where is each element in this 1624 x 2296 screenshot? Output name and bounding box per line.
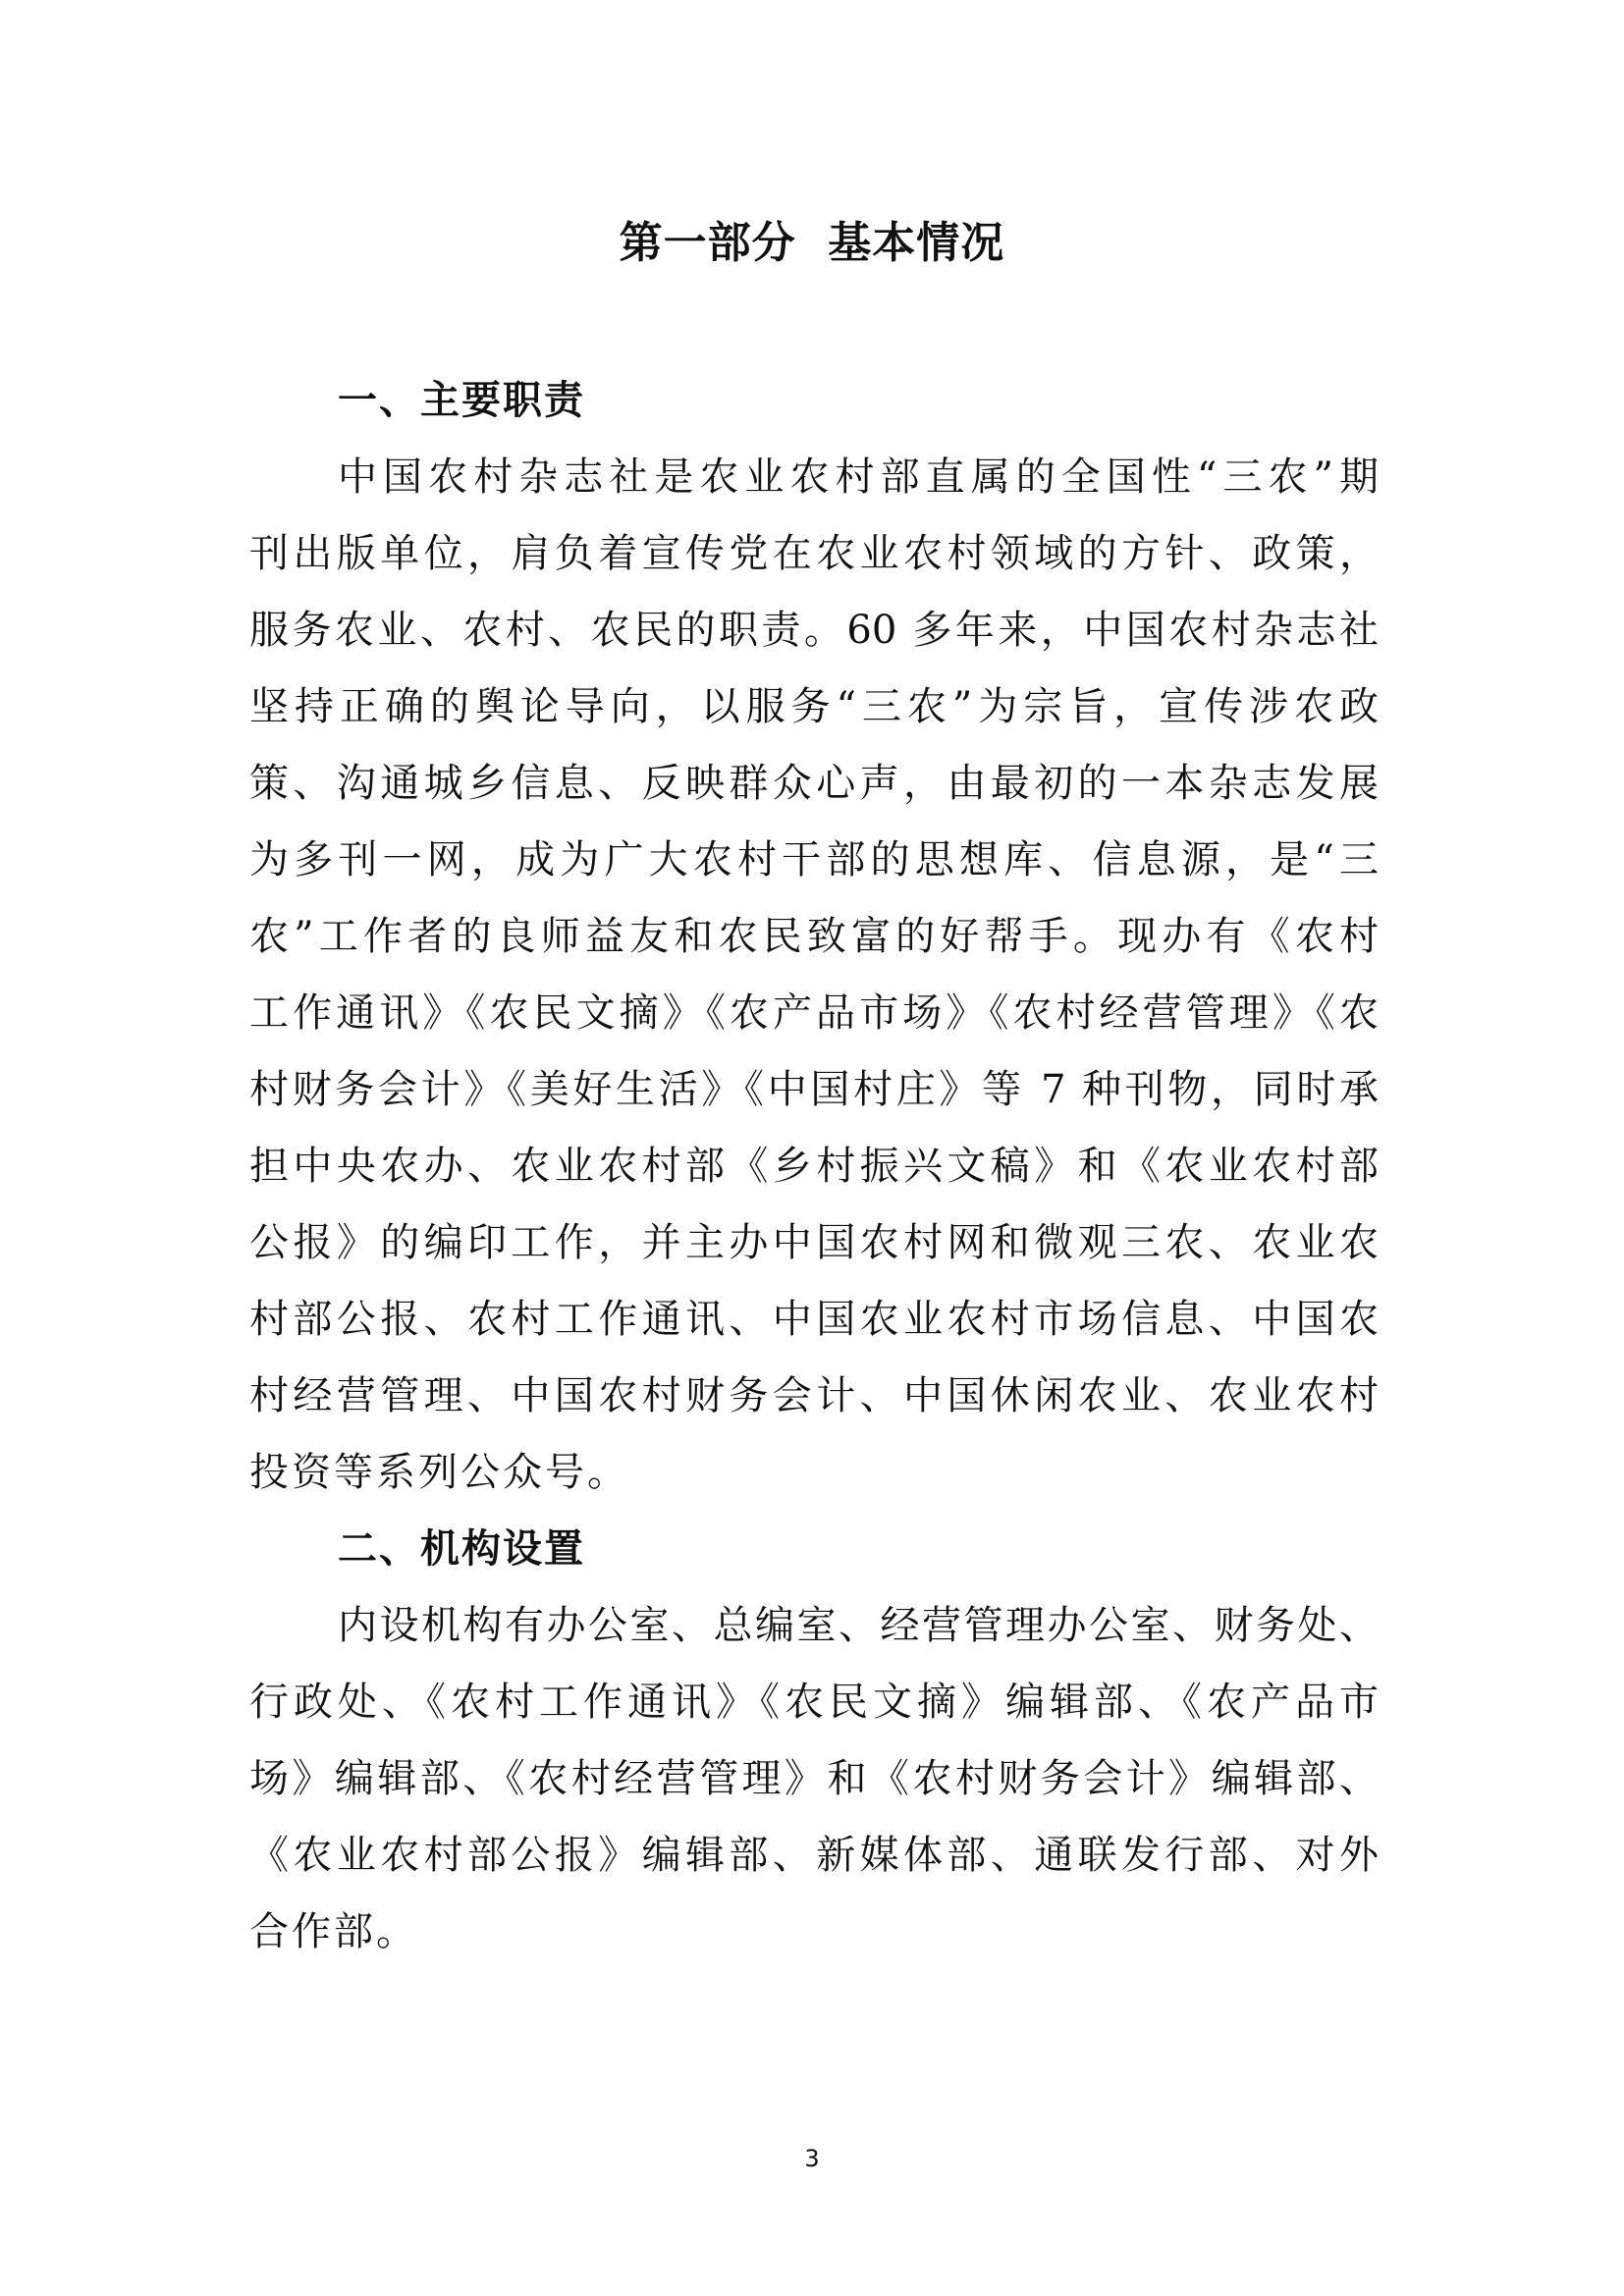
page-number: 3 — [804, 2145, 820, 2172]
paragraph-line: 服务农业、农村、农民的职责。60 多年来，中国农村杂志社 — [249, 608, 1379, 653]
paragraph-line: 中国农村杂志社是农业农村部直属的全国性“三农”期 — [338, 454, 1379, 500]
paragraph-line: 为多刊一网，成为广大农村干部的思想库、信息源，是“三 — [249, 837, 1379, 882]
paragraph-line: 工作通讯》《农民文摘》《农产品市场》《农村经营管理》《农 — [249, 990, 1379, 1036]
section-heading-organization: 二、机构设置 — [338, 1526, 585, 1572]
paragraph-line: 《农业农村部公报》编辑部、新媒体部、通联发行部、对外 — [249, 1833, 1379, 1878]
paragraph-line: 合作部。 — [249, 1909, 418, 1954]
paragraph-line: 村经营管理、中国农村财务会计、中国休闲农业、农业农村 — [249, 1373, 1379, 1418]
paragraph-line: 策、沟通城乡信息、反映群众心声，由最初的一本杂志发展 — [249, 761, 1379, 806]
page-title: 第一部分 基本情况 — [619, 218, 1005, 268]
paragraph-line: 刊出版单位，肩负着宣传党在农业农村领域的方针、政策， — [249, 531, 1379, 576]
paragraph-line: 坚持正确的舆论导向，以服务“三农”为宗旨，宣传涉农政 — [249, 684, 1379, 729]
paragraph-line: 公报》的编印工作，并主办中国农村网和微观三农、农业农 — [249, 1220, 1379, 1265]
paragraph-line: 场》编辑部、《农村经营管理》和《农村财务会计》编辑部、 — [249, 1756, 1379, 1801]
paragraph-line: 担中央农办、农业农村部《乡村振兴文稿》和《农业农村部 — [249, 1144, 1379, 1189]
section-heading-main-duties: 一、主要职责 — [338, 378, 585, 423]
paragraph-line: 村部公报、农村工作通讯、中国农业农村市场信息、中国农 — [249, 1297, 1379, 1342]
paragraph-line: 投资等系列公众号。 — [249, 1450, 629, 1495]
paragraph-line: 农”工作者的良师益友和农民致富的好帮手。现办有《农村 — [249, 914, 1379, 959]
paragraph-line: 内设机构有办公室、总编室、经营管理办公室、财务处、 — [338, 1603, 1379, 1648]
paragraph-line: 行政处、《农村工作通讯》《农民文摘》编辑部、《农产品市 — [249, 1680, 1379, 1725]
paragraph-line: 村财务会计》《美好生活》《中国村庄》等 7 种刊物，同时承 — [249, 1067, 1379, 1112]
